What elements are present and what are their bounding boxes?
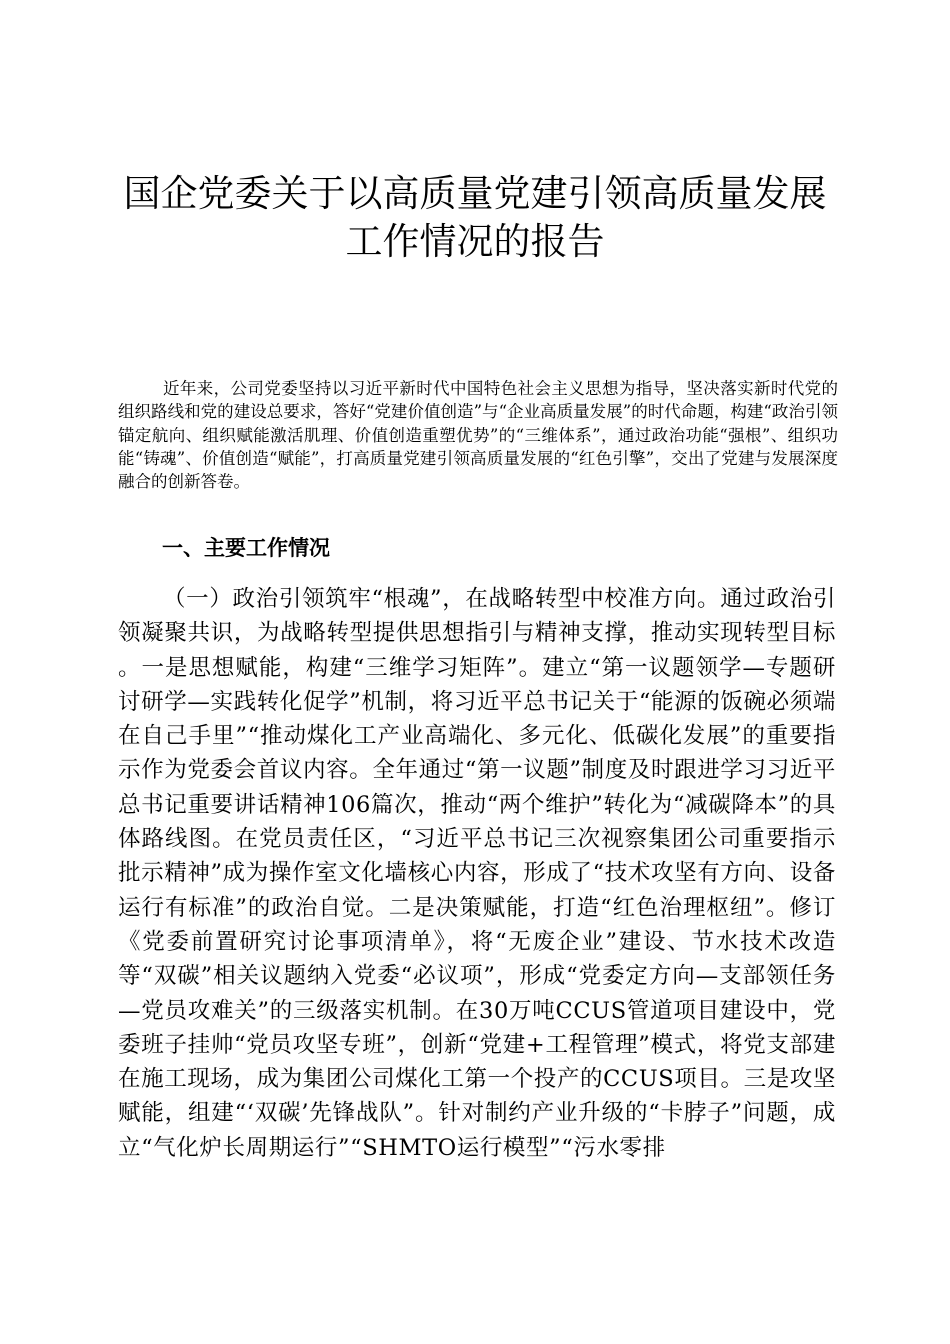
intro-paragraph: 近年来，公司党委坚持以习近平新时代中国特色社会主义思想为指导，坚决落实新时代党的组织路线和党的建设总要求，答好“党建价值创造”与“企业高质量发展”的时代命题，构建“政治引领锚定航向、组织赋能激活肌理、价值创造重塑优势”的“三维体系”，通过政治功能“强根”、组织功能“铸魂”、价值创造“赋能”，打高质量党建引领高质量发展的“红色引擎”，交出了党建与发展深度融合的创新答卷。 [118,379,838,492]
document-title: 国企党委关于以高质量党建引领高质量发展工作情况的报告 [123,172,827,263]
body-paragraph: （一）政治引领筑牢“根魂”，在战略转型中校准方向。通过政治引领凝聚共识，为战略转型提供思想指引与精神支撑，推动实现转型目标 。一是思想赋能，构建“三维学习矩阵”。建立“第一议题领学—专题研讨研学—实践转化促学”机制，将习近平总书记关于“能源的饭碗必须端在自己手里”“推动煤化工产业高端化、多元化、低碳化发展”的重要指示作为党委会首议内容。全年通过“第一议题”制度及时跟进学习习近平总书记重要讲话精神106篇次，推动“两个维护”转化为“减碳降本”的具体路线图。在党员责任区，“习近平总书记三次视察集团公司重要指示批示精神”成为操作室文化墙核心内容，形成了“技术攻坚有方向、设备运行有标准”的政治自觉。二是决策赋能，打造“红色治理枢纽”。修订《党委前置研究讨论事项清单》，将“无废企业”建设、节水技术改造等“双碳”相关议题纳入党委“必议项”，形成“党委定方向—支部领任务—党员攻难关”的三级落实机制。在30万吨CCUS管道项目建设中，党委班子挂帅“党员攻坚专班”，创新“党建+工程管理”模式，将党支部建在施工现场，成为集团公司煤化工第一个投产的CCUS项目。三是攻坚赋能，组建“‘双碳’先锋战队”。针对制约产业升级的“卡脖子”问题，成立“气化炉长周期运行”“SHMTO运行模型”“污水零排 [118,586,837,1161]
section-heading: 一、主要工作情况 [162,535,330,560]
